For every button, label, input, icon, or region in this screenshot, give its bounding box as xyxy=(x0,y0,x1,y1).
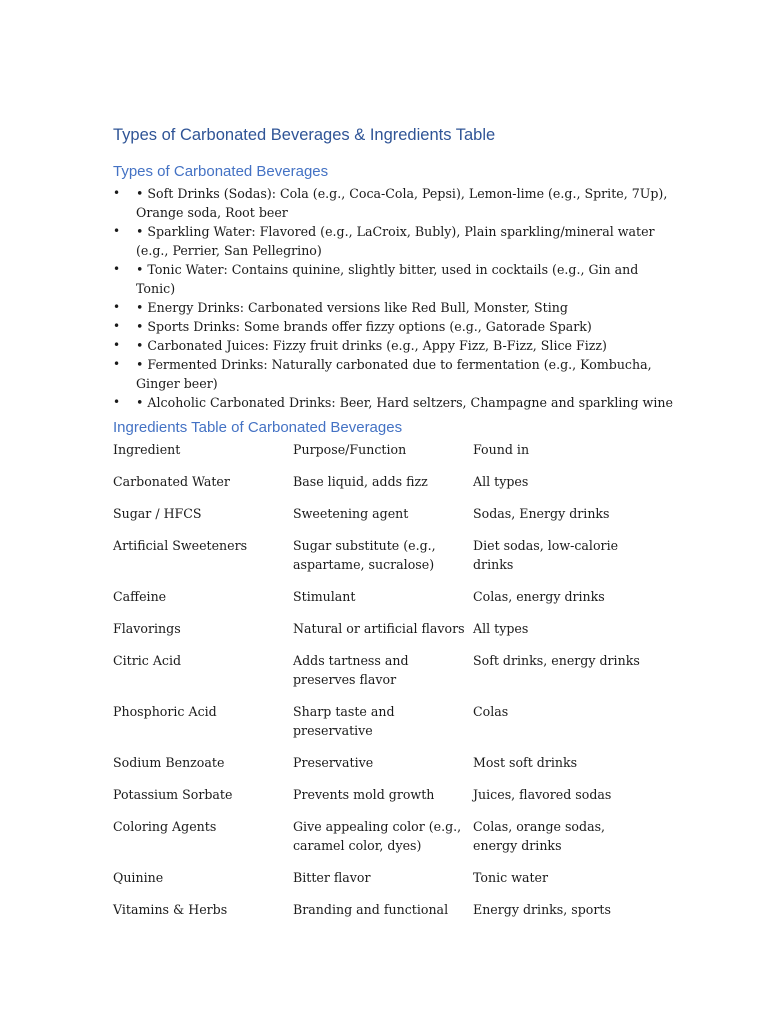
table-cell: Coloring Agents xyxy=(113,819,217,834)
table-cell: Citric Acid xyxy=(113,653,182,668)
bullet-icon: • xyxy=(113,357,121,371)
list-item xyxy=(113,260,673,298)
table-cell: Bitter flavor xyxy=(293,870,371,885)
table-cell: Sugar / HFCS xyxy=(113,506,202,521)
table-cell: Tonic water xyxy=(473,870,549,885)
table-cell: Colas, energy drinks xyxy=(473,589,605,604)
table-header-row xyxy=(113,440,673,459)
list-item xyxy=(113,222,673,260)
bullet-icon: • xyxy=(113,300,121,314)
list-item xyxy=(113,393,673,412)
table-cell: Flavorings xyxy=(113,621,181,636)
list-item xyxy=(113,336,673,355)
bullet-icon: • xyxy=(113,338,121,352)
table-cell: Give appealing color (e.g., caramel color, dyes) xyxy=(293,819,462,853)
list-item-text: • Carbonated Juices: Fizzy fruit drinks (e.g., Appy Fizz, B-Fizz, Slice Fizz) xyxy=(136,338,607,353)
list-item-text: • Sports Drinks: Some brands offer fizzy options (e.g., Gatorade Spark) xyxy=(136,319,592,334)
table-cell: All types xyxy=(473,621,529,636)
table-cell: Branding and functional xyxy=(293,902,449,917)
table-row xyxy=(113,785,673,804)
table-cell: Juices, flavored sodas xyxy=(473,787,612,802)
table-cell: Preservative xyxy=(293,755,374,770)
table-cell: Caffeine xyxy=(113,589,167,604)
table-cell: Quinine xyxy=(113,870,164,885)
table-cell: Sugar substitute (e.g., aspartame, sucralose) xyxy=(293,538,436,572)
table-cell: Sodas, Energy drinks xyxy=(473,506,610,521)
table-row xyxy=(113,536,673,574)
table-cell: Natural or artificial flavors xyxy=(293,621,465,636)
bullet-icon: • xyxy=(113,319,121,333)
table-cell: Phosphoric Acid xyxy=(113,704,217,719)
list-item-text: • Alcoholic Carbonated Drinks: Beer, Hard seltzers, Champagne and sparkling wine xyxy=(136,395,673,410)
table-header-cell: Found in xyxy=(473,442,530,457)
ingredients-table xyxy=(113,440,673,919)
table-cell: Vitamins & Herbs xyxy=(113,902,228,917)
table-cell: Sharp taste and preservative xyxy=(293,704,395,738)
bullet-icon: • xyxy=(113,395,121,409)
table-cell: Adds tartness and preserves flavor xyxy=(293,653,409,687)
list-item-text: • Fermented Drinks: Naturally carbonated due to fermentation (e.g., Kombucha, Ginger beer) xyxy=(136,357,652,391)
table-row xyxy=(113,900,673,919)
types-heading: Types of Carbonated Beverages xyxy=(113,163,329,180)
table-cell: Prevents mold growth xyxy=(293,787,435,802)
table-cell: All types xyxy=(473,474,529,489)
document-content xyxy=(113,124,673,932)
table-cell: Diet sodas, low-calorie drinks xyxy=(473,538,619,572)
table-row xyxy=(113,651,673,689)
table-header-cell: Purpose/Function xyxy=(293,442,407,457)
bullet-icon: • xyxy=(113,186,121,200)
list-item-text: • Tonic Water: Contains quinine, slightly bitter, used in cocktails (e.g., Gin and Tonic) xyxy=(136,262,639,296)
bullet-icon: • xyxy=(113,224,121,238)
table-cell: Colas xyxy=(473,704,509,719)
table-cell: Soft drinks, energy drinks xyxy=(473,653,640,668)
table-cell: Sodium Benzoate xyxy=(113,755,225,770)
table-row xyxy=(113,587,673,606)
table-cell: Carbonated Water xyxy=(113,474,230,489)
table-cell: Energy drinks, sports xyxy=(473,902,611,917)
table-cell: Colas, orange sodas, energy drinks xyxy=(473,819,606,853)
table-row xyxy=(113,619,673,638)
table-row xyxy=(113,868,673,887)
list-item-text: • Energy Drinks: Carbonated versions like Red Bull, Monster, Sting xyxy=(136,300,568,315)
table-cell: Artificial Sweeteners xyxy=(113,538,248,553)
table-cell: Stimulant xyxy=(293,589,356,604)
table-row xyxy=(113,504,673,523)
ingredients-heading: Ingredients Table of Carbonated Beverages xyxy=(113,419,403,436)
table-cell: Base liquid, adds fizz xyxy=(293,474,428,489)
table-row xyxy=(113,817,673,855)
table-cell: Potassium Sorbate xyxy=(113,787,233,802)
list-item xyxy=(113,298,673,317)
document-title: Types of Carbonated Beverages & Ingredients Table xyxy=(113,126,496,144)
table-cell: Sweetening agent xyxy=(293,506,409,521)
table-row xyxy=(113,753,673,772)
list-item xyxy=(113,184,673,222)
list-item-text: • Sparkling Water: Flavored (e.g., LaCroix, Bubly), Plain sparkling/mineral water (e.g., Perrier, San Pellegrino) xyxy=(136,224,655,258)
list-item xyxy=(113,317,673,336)
list-item-text: • Soft Drinks (Sodas): Cola (e.g., Coca-Cola, Pepsi), Lemon-lime (e.g., Sprite, 7Up), Orange soda, Root beer xyxy=(136,186,668,220)
table-cell: Most soft drinks xyxy=(473,755,578,770)
list-item xyxy=(113,355,673,393)
table-row xyxy=(113,472,673,491)
table-row xyxy=(113,702,673,740)
bullet-icon: • xyxy=(113,262,121,276)
table-header-cell: Ingredient xyxy=(113,442,181,457)
types-list xyxy=(113,184,673,412)
